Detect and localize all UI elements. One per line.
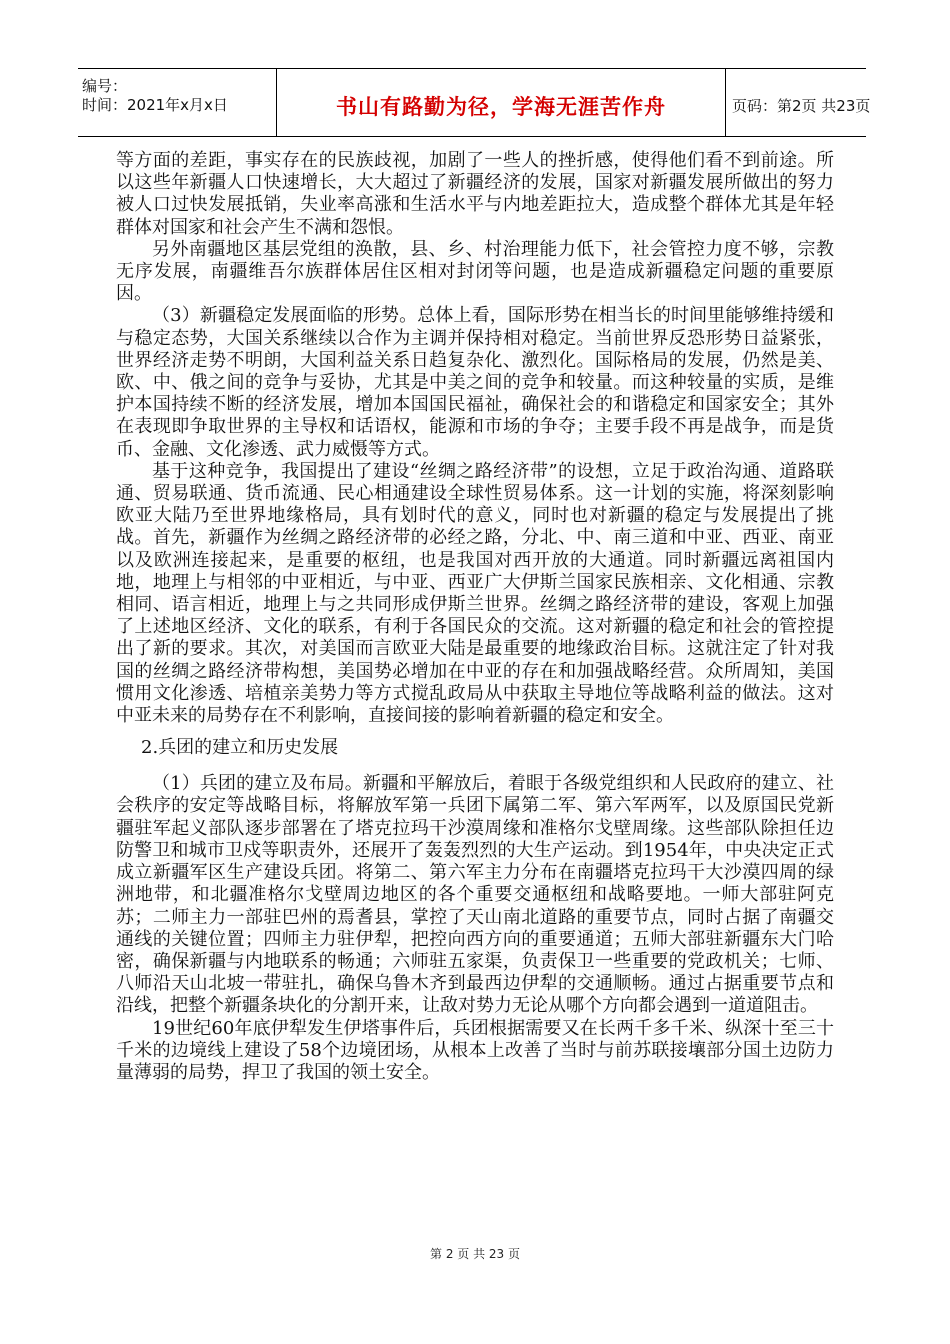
paragraph-south-xinjiang: 另外南疆地区基层党组的涣散，县、乡、村治理能力低下，社会管控力度不够，宗教无序发展，南疆维吾尔族群体居住区相对封闭等问题，也是造成新疆稳定问题的重要原因。 [116, 238, 834, 305]
page-header [78, 68, 871, 137]
document-body [116, 150, 834, 1084]
paragraph-corps-establishment: （1）兵团的建立及布局。新疆和平解放后，着眼于各级党组织和人民政府的建立、社会秩序的安定等战略目标，将解放军第一兵团下属第二军、第六军两军，以及原国民党新疆驻军起义部队逐步部署在了塔克拉玛干沙漠周缘和准格尔戈壁周缘。这些部队除担任边防警卫和城市卫戍等职责外，还展开了轰轰烈烈的大生产运动。到1954年，中央决定正式成立新疆军区生产建设兵团。将第二、第六军主力分布在南疆塔克拉玛干大沙漠四周的绿洲地带，和北疆准格尔戈壁周边地区的各个重要交通枢纽和战略要地。一师大部驻阿克苏；二师主力一部驻巴州的焉耆县，掌控了天山南北道路的重要节点，同时占据了南疆交通线的关键位置；四师主力驻伊犁，把控向西方向的重要通道；五师大部驻新疆东大门哈密，确保新疆与内地联系的畅通；六师驻五家渠，负责保卫一些重要的党政机关；七师、八师沿天山北坡一带驻扎，确保乌鲁木齐到最西边伊犁的交通顺畅。通过占据重要节点和沿线，把整个新疆条块化的分割开来，让敌对势力无论从哪个方向都会遇到一道道阻击。 [116, 773, 834, 1017]
header-motto-cell [277, 69, 726, 136]
page-footer: 第 2 页 共 23 页 [430, 1247, 520, 1261]
paragraph-situation: （3）新疆稳定发展面临的形势。总体上看，国际形势在相当长的时间里能够维持缓和与稳定态势，大国关系继续以合作为主调并保持相对稳定。当前世界反恐形势日益紧张，世界经济走势不明朗，大国利益关系日趋复杂化、激烈化。国际格局的发展，仍然是美、欧、中、俄之间的竞争与妥协，尤其是中美之间的竞争和较量。而这种较量的实质，是维护本国持续不断的经济发展，增加本国国民福祉，确保社会的和谐稳定和国家安全；其外在表现即争取世界的主导权和话语权，能源和市场的争夺；主要手段不再是战争，而是货币、金融、文化渗透、武力威慑等方式。 [116, 305, 834, 460]
header-page-cell [726, 69, 871, 136]
document-number-label: 编号： [82, 77, 128, 95]
header-motto: 书山有路勤为径，学海无涯苦作舟 [336, 95, 666, 119]
section-heading: 2.兵团的建立和历史发展 [141, 737, 339, 759]
header-info-cell [78, 69, 277, 136]
paragraph-silk-road: 基于这种竞争，我国提出了建设“丝绸之路经济带”的设想，立足于政治沟通、道路联通、贸易联通、货币流通、民心相通建设全球性贸易体系。这一计划的实施，将深刻影响欧亚大陆乃至世界地缘格局，具有划时代的意义，同时也对新疆的稳定与发展提出了挑战。首先，新疆作为丝绸之路经济带的必经之路，分北、中、南三道和中亚、西亚、南亚以及欧洲连接起来，是重要的枢纽，也是我国对西开放的大通道。同时新疆远离祖国内地，地理上与相邻的中亚相近，与中亚、西亚广大伊斯兰国家民族相亲、文化相通、宗教相同、语言相近，地理上与之共同形成伊斯兰世界。丝绸之路经济带的建设，客观上加强了上述地区经济、文化的联系，有利于各国民众的交流。这对新疆的稳定和社会的管控提出了新的要求。其次，对美国而言欧亚大陆是最重要的地缘政治目标。这就注定了针对我国的丝绸之路经济带构想，美国势必增加在中亚的存在和加强战略经营。众所周知，美国惯用文化渗透、培植亲美势力等方式搅乱政局从中获取主导地位等战略利益的做法。这对中亚未来的局势存在不利影响，直接间接的影响着新疆的稳定和安全。 [116, 460, 834, 727]
header-page-number: 页码：第2页 共23页 [732, 97, 871, 115]
document-date-label: 时间：2021年x月x日 [82, 96, 228, 114]
paragraph-border-farms: 19世纪60年底伊犁发生伊塔事件后，兵团根据需要又在长两千多千米、纵深十至三十千米的边境线上建设了58个边境团场，从根本上改善了当时与前苏联接壤部分国土边防力量薄弱的局势，捍卫了我国的领土安全。 [116, 1017, 834, 1083]
paragraph-continuation: 等方面的差距，事实存在的民族歧视，加剧了一些人的挫折感，使得他们看不到前途。所以这些年新疆人口快速增长，大大超过了新疆经济的发展，国家对新疆发展所做出的努力被人口过快发展抵销，失业率高涨和生活水平与内地差距拉大，造成整个群体尤其是年轻群体对国家和社会产生不满和怨恨。 [116, 150, 834, 238]
